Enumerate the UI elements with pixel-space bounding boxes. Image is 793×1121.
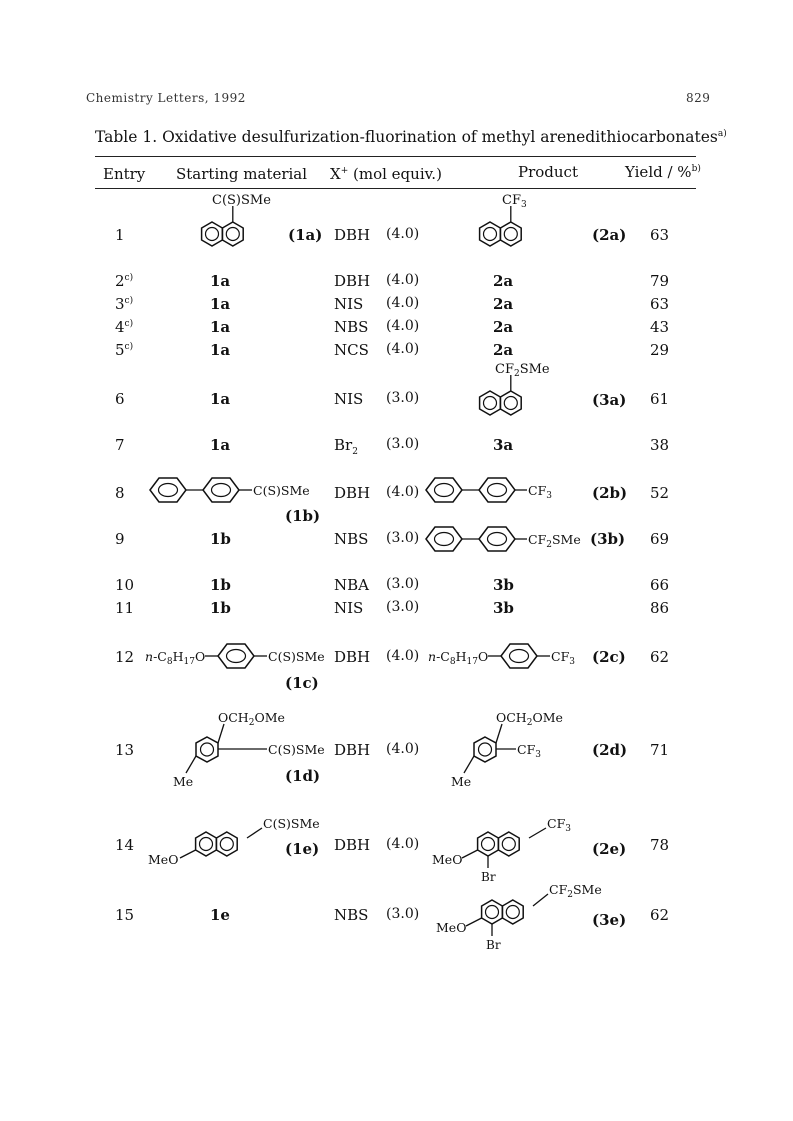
entry-note: c) xyxy=(124,296,134,306)
equivalents: (3.0) xyxy=(386,530,420,546)
product-label: (2e) xyxy=(592,840,627,858)
aryl-2d xyxy=(451,710,563,789)
starting-material-label: (1c) xyxy=(285,674,319,692)
p8-substituent: $CF_3$ xyxy=(528,483,552,501)
entry-value: 15 xyxy=(115,906,135,924)
reagent: DBH xyxy=(334,226,371,244)
journal-header: Chemistry Letters, 1992 xyxy=(86,91,246,105)
reagent: NBA xyxy=(334,576,369,594)
starting-material: 1b xyxy=(210,599,231,617)
yield: 29 xyxy=(650,341,670,359)
product: 2a xyxy=(493,341,514,359)
p15-bromo: Br xyxy=(486,938,501,952)
product: 3b xyxy=(493,576,514,594)
entry-note: c) xyxy=(124,273,134,283)
product: 2a xyxy=(493,295,514,313)
yield: 63 xyxy=(650,226,670,244)
p15-methoxy: MeO xyxy=(436,920,467,935)
p14-substituent: $CF_3$ xyxy=(547,816,571,834)
reagent: NBS xyxy=(334,318,369,336)
starting-material-label: (1d) xyxy=(285,767,321,785)
entry-note: c) xyxy=(124,342,134,352)
starting-material: 1a xyxy=(210,318,231,336)
entry-value: 8 xyxy=(115,484,125,502)
naphthyl-1e xyxy=(148,816,320,867)
entry-value: 12 xyxy=(115,648,135,666)
p14-bromo: Br xyxy=(481,870,496,884)
naphthyl-3e xyxy=(436,882,602,952)
biphenyl-1b xyxy=(150,478,310,502)
col-entry: Entry xyxy=(103,165,146,183)
starting-material: 1a xyxy=(210,272,231,290)
starting-material: 1e xyxy=(210,906,230,924)
product-label: (2d) xyxy=(592,741,628,759)
yield: 43 xyxy=(650,318,670,336)
phenyl-2c xyxy=(428,644,575,668)
equivalents: (3.0) xyxy=(386,906,420,922)
reagent: DBH xyxy=(334,741,371,759)
product: 3a xyxy=(493,436,514,454)
yield: 61 xyxy=(650,390,670,408)
sm1-substituent: C(S)SMe xyxy=(212,193,271,208)
biphenyl-3b xyxy=(426,527,581,551)
naphthalene-2a xyxy=(480,193,527,246)
entry-value: 10 xyxy=(115,576,135,594)
p14-methoxy: MeO xyxy=(432,852,463,867)
reagent: NBS xyxy=(334,530,369,548)
yield: 52 xyxy=(650,484,670,502)
p15-substituent: $CF_2SMe$ xyxy=(549,882,602,900)
yield: 66 xyxy=(650,576,670,594)
entry-value: 7 xyxy=(115,436,125,454)
sm13-substituent: C(S)SMe xyxy=(268,742,325,757)
product: 3b xyxy=(493,599,514,617)
product-label: (3e) xyxy=(592,911,627,929)
yield: 86 xyxy=(650,599,670,617)
col-starting: Starting material xyxy=(176,165,308,183)
p1-substituent: $CF_3$ xyxy=(502,193,527,210)
caption-title: Table 1. Oxidative desulfurization-fluorination of methyl arenedithiocarbonates xyxy=(95,128,718,146)
product-label: (2b) xyxy=(592,484,628,502)
reagent: DBH xyxy=(334,836,371,854)
entry-value: 4 xyxy=(115,318,125,336)
caption-note: a) xyxy=(717,128,727,139)
starting-material-label: (1a) xyxy=(288,226,323,244)
biphenyl-2b xyxy=(426,478,552,502)
yield: 38 xyxy=(650,436,670,454)
entry-note: c) xyxy=(124,319,134,329)
sm14-methoxy: MeO xyxy=(148,852,179,867)
product-label: (2a) xyxy=(592,226,627,244)
sm13-methyl: Me xyxy=(173,774,194,789)
entry-value: 11 xyxy=(115,599,135,617)
entry-value: 13 xyxy=(115,741,135,759)
entry-value: 6 xyxy=(115,390,125,408)
equivalents: (4.0) xyxy=(386,484,420,500)
col-product: Product xyxy=(518,163,578,181)
yield: 71 xyxy=(650,741,670,759)
reagent: NIS xyxy=(334,295,364,313)
equivalents: (3.0) xyxy=(386,599,420,615)
sm8-substituent: C(S)SMe xyxy=(253,483,310,498)
equivalents: (3.0) xyxy=(386,390,420,406)
reagent: NIS xyxy=(334,599,364,617)
phenyl-1c xyxy=(145,644,325,668)
equivalents: (3.0) xyxy=(386,576,420,592)
product: 2a xyxy=(493,318,514,336)
reagent: NIS xyxy=(334,390,364,408)
reagent: DBH xyxy=(334,484,371,502)
entry-value: 1 xyxy=(115,226,125,244)
p12-substituent: $CF_3$ xyxy=(551,649,575,667)
product-label: (3a) xyxy=(592,391,627,409)
equivalents: (4.0) xyxy=(386,741,420,757)
entry-value: 3 xyxy=(115,295,125,313)
yield: 62 xyxy=(650,906,670,924)
equivalents: (4.0) xyxy=(386,836,420,852)
starting-material: 1b xyxy=(210,576,231,594)
product-label: (2c) xyxy=(592,648,626,666)
equivalents: (3.0) xyxy=(386,436,420,452)
sm13-mom: $OCH_2OMe$ xyxy=(218,710,285,728)
reagent: DBH xyxy=(334,272,371,290)
starting-material-label: (1b) xyxy=(285,507,321,525)
p13-methyl: Me xyxy=(451,774,472,789)
starting-material: 1b xyxy=(210,530,231,548)
entry-value: 9 xyxy=(115,530,125,548)
p6-substituent: $CF_2SMe$ xyxy=(495,362,550,379)
col-yield-text: Yield / % xyxy=(625,163,692,181)
col-reagent: X+ (mol equiv.) xyxy=(330,165,442,183)
naphthalene-3a xyxy=(480,362,550,415)
equivalents: (4.0) xyxy=(386,341,420,357)
p12-octyloxy: $n-C_8H_{17}O$ xyxy=(428,649,489,667)
entry-value: 5 xyxy=(115,341,125,359)
equivalents: (4.0) xyxy=(386,226,420,242)
aryl-1d xyxy=(173,710,325,789)
reagent: NBS xyxy=(334,906,369,924)
reagent: DBH xyxy=(334,648,371,666)
entry-value: 2 xyxy=(115,272,125,290)
reagent: NCS xyxy=(334,341,369,359)
equivalents: (4.0) xyxy=(386,648,420,664)
naphthyl-2e xyxy=(432,816,571,884)
yield: 78 xyxy=(650,836,670,854)
naphthalene-1a xyxy=(202,193,272,246)
yield: 62 xyxy=(650,648,670,666)
reagent: $Br_2$ xyxy=(334,436,358,457)
yield: 63 xyxy=(650,295,670,313)
equivalents: (4.0) xyxy=(386,272,420,288)
entry-value: 14 xyxy=(115,836,135,854)
product-label: (3b) xyxy=(590,530,626,548)
page-number: 829 xyxy=(686,91,711,105)
col-yield-note: b) xyxy=(691,164,701,174)
sm14-substituent: C(S)SMe xyxy=(263,816,320,831)
starting-material: 1a xyxy=(210,436,231,454)
starting-material: 1a xyxy=(210,341,231,359)
equivalents: (4.0) xyxy=(386,295,420,311)
p13-mom: $OCH_2OMe$ xyxy=(496,710,563,728)
product: 2a xyxy=(493,272,514,290)
starting-material: 1a xyxy=(210,390,231,408)
equivalents: (4.0) xyxy=(386,318,420,334)
yield: 69 xyxy=(650,530,670,548)
yield: 79 xyxy=(650,272,670,290)
starting-material-label: (1e) xyxy=(285,840,320,858)
p13-substituent: $CF_3$ xyxy=(517,742,541,760)
sm12-octyloxy: $n-C_8H_{17}O$ xyxy=(145,649,206,667)
sm12-substituent: C(S)SMe xyxy=(268,649,325,664)
p9-substituent: $CF_2SMe$ xyxy=(528,532,581,550)
starting-material: 1a xyxy=(210,295,231,313)
